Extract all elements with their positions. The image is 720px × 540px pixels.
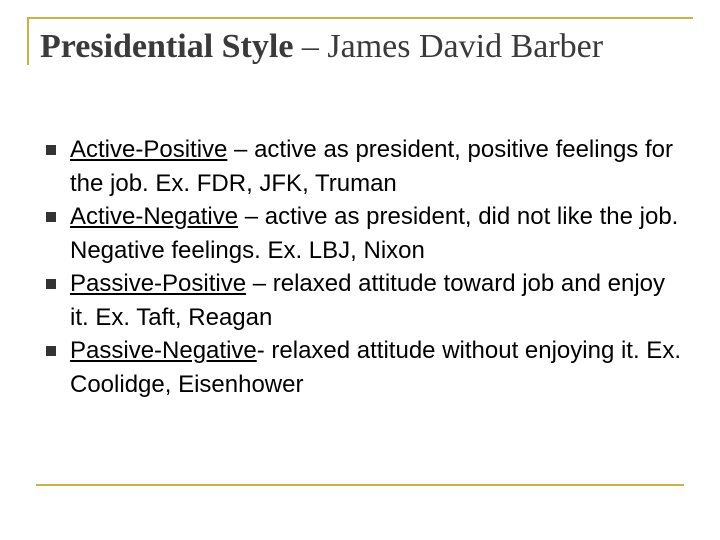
slide-title-rest: – James David Barber [293, 28, 604, 65]
slide-footer-rule [36, 484, 684, 486]
slide-title [40, 27, 603, 67]
square-bullet-icon [46, 346, 56, 356]
bullet-text: – active as president, did not like the job. Negative feelings. Ex. LBJ, Nixon [70, 203, 679, 264]
bullet-item-passive-negative [40, 334, 690, 401]
bullet-item-active-negative [40, 200, 690, 267]
square-bullet-icon [46, 279, 56, 289]
slide-frame-left-rule [27, 17, 29, 65]
square-bullet-icon [46, 145, 56, 155]
slide-title-bold: Presidential Style [40, 28, 294, 65]
square-bullet-icon [46, 212, 56, 222]
bullet-term: Active-Negative [70, 203, 239, 230]
slide-frame-top-rule [27, 17, 693, 19]
bullet-term: Passive-Positive [70, 270, 247, 297]
bullet-list [40, 133, 690, 401]
bullet-item-active-positive [40, 133, 690, 200]
bullet-text: – active as president, positive feelings for the job. Ex. FDR, JFK, Truman [70, 136, 673, 197]
bullet-text: – relaxed attitude toward job and enjoy it. Ex. Taft, Reagan [70, 270, 666, 331]
bullet-item-passive-positive [40, 267, 690, 334]
bullet-term: Active-Positive [70, 136, 228, 163]
bullet-term: Passive-Negative [70, 337, 257, 364]
bullet-text: - relaxed attitude without enjoying it. Ex. Coolidge, Eisenhower [70, 337, 681, 398]
